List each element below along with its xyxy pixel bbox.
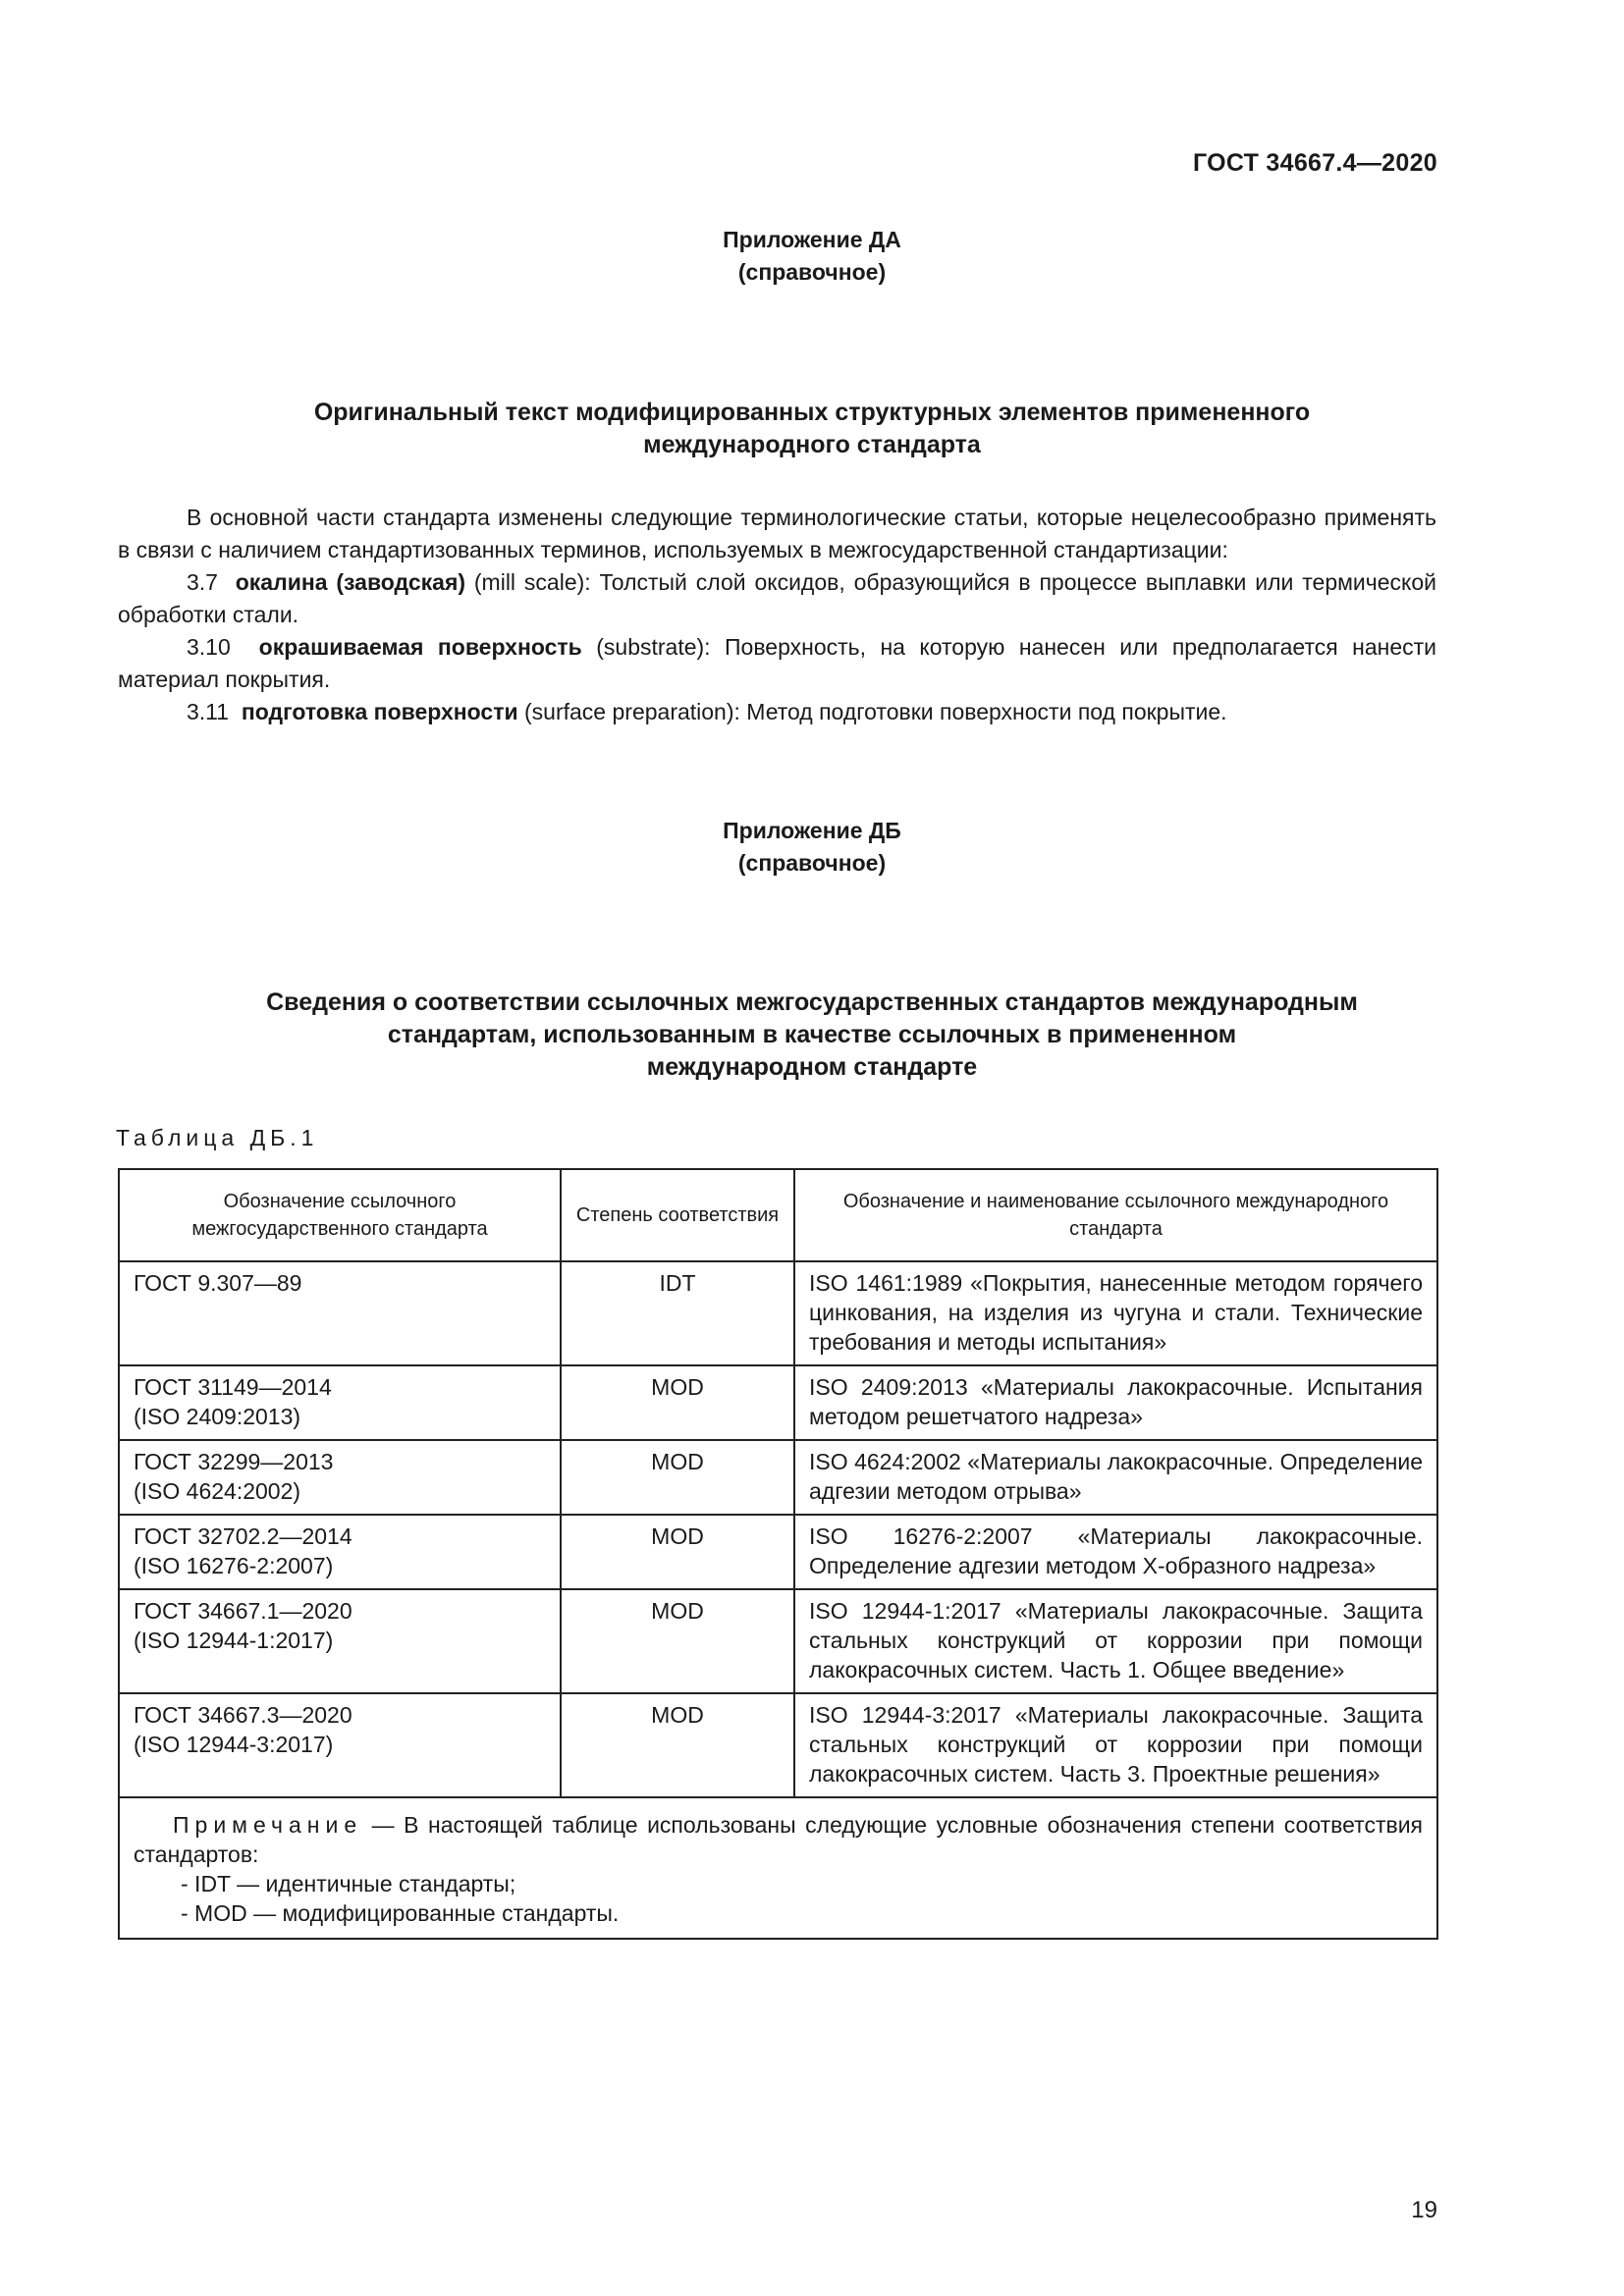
- heading-line: стандартам, использованным в качестве ссылочных в примененном: [387, 1021, 1237, 1048]
- gost-iso-equivalent: (ISO 12944-1:2017): [134, 1628, 334, 1653]
- cell-gost: [119, 1261, 561, 1365]
- cell-gost: [119, 1589, 561, 1693]
- heading-line: Сведения о соответствии ссылочных межгосударственных стандартов международным: [266, 988, 1358, 1016]
- cell-degree: MOD: [561, 1365, 794, 1440]
- cell-iso: ISO 1461:1989 «Покрытия, нанесенные методом горячего цинкования, на изделия из чугуна и стали. Технические требования и методы испытания»: [794, 1261, 1437, 1365]
- cell-iso: ISO 16276-2:2007 «Материалы лакокрасочные. Определение адгезии методом Х-образного надреза»: [794, 1515, 1437, 1589]
- appendix-da-heading: [187, 397, 1437, 461]
- term-number: 3.10: [187, 634, 231, 660]
- cell-iso: ISO 2409:2013 «Материалы лакокрасочные. Испытания методом решетчатого надреза»: [794, 1365, 1437, 1440]
- table-row: [119, 1693, 1437, 1797]
- gost-iso-equivalent: (ISO 16276-2:2007): [134, 1553, 334, 1578]
- gost-designation: ГОСТ 32702.2—2014: [134, 1523, 352, 1549]
- term-number: 3.11: [187, 699, 230, 724]
- term-item: [118, 631, 1436, 696]
- term-item: [118, 696, 1436, 728]
- cell-gost: [119, 1515, 561, 1589]
- term-definition: (mill scale): Толстый слой оксидов, образующийся в процессе выплавки или термической обработки стали.: [118, 569, 1437, 627]
- cell-degree: MOD: [561, 1693, 794, 1797]
- table-row: [119, 1261, 1437, 1365]
- note-paragraph: [134, 1810, 1423, 1869]
- table-header-row: [119, 1169, 1437, 1261]
- appendix-db-title: Приложение ДБ: [723, 818, 901, 843]
- intro-paragraph: В основной части стандарта изменены следующие терминологические статьи, которые нецелесообразно применять в связи с наличием стандартизованных терминов, используемых в межгосударственной стандартизации:: [118, 505, 1436, 562]
- cell-iso: ISO 12944-1:2017 «Материалы лакокрасочные. Защита стальных конструкций от коррозии при помощи лакокрасочных систем. Часть 1. Общее введение»: [794, 1589, 1437, 1693]
- cell-gost: [119, 1365, 561, 1440]
- cell-degree: MOD: [561, 1515, 794, 1589]
- term-item: [118, 566, 1436, 631]
- note-item: - IDT — идентичные стандарты;: [181, 1871, 516, 1896]
- page-number: 19: [1411, 2197, 1437, 2223]
- appendix-da-label: [0, 224, 1624, 289]
- gost-designation: ГОСТ 34667.3—2020: [134, 1702, 352, 1728]
- gost-iso-equivalent: (ISO 4624:2002): [134, 1478, 301, 1504]
- document-code: ГОСТ 34667.4—2020: [1192, 149, 1437, 177]
- term-name: подготовка поверхности: [241, 699, 518, 724]
- column-header-gost: Обозначение ссылочного межгосударственного стандарта: [119, 1169, 561, 1261]
- cell-gost: [119, 1693, 561, 1797]
- appendix-da-body: [118, 502, 1436, 728]
- cell-iso: ISO 12944-3:2017 «Материалы лакокрасочные. Защита стальных конструкций от коррозии при помощи лакокрасочных систем. Часть 3. Проектные решения»: [794, 1693, 1437, 1797]
- table-row: [119, 1440, 1437, 1515]
- heading-line: международном стандарте: [646, 1053, 978, 1081]
- term-name: окрашиваемая поверхность: [258, 634, 582, 660]
- cell-iso: ISO 4624:2002 «Материалы лакокрасочные. Определение адгезии методом отрыва»: [794, 1440, 1437, 1515]
- table-note-row: [119, 1797, 1437, 1939]
- term-definition: (substrate): Поверхность, на которую нанесен или предполагается нанести материал покрытия.: [118, 634, 1436, 692]
- cell-degree: MOD: [561, 1440, 794, 1515]
- gost-designation: ГОСТ 31149—2014: [134, 1374, 332, 1400]
- table-row: [119, 1365, 1437, 1440]
- note-item: - MOD — модифицированные стандарты.: [181, 1900, 620, 1926]
- note-label: Примечание: [173, 1812, 363, 1838]
- table-row: [119, 1515, 1437, 1589]
- column-header-degree: Степень соответствия: [561, 1169, 794, 1261]
- term-name: окалина (заводская): [235, 569, 466, 595]
- note-text: — В настоящей таблице использованы следующие условные обозначения степени соответствия стандартов:: [134, 1812, 1423, 1867]
- table-caption: Таблица ДБ.1: [116, 1125, 319, 1150]
- heading-line: Оригинальный текст модифицированных структурных элементов примененного: [313, 399, 1311, 426]
- appendix-da-title: Приложение ДА: [723, 227, 901, 252]
- gost-designation: ГОСТ 34667.1—2020: [134, 1598, 352, 1624]
- cell-degree: IDT: [561, 1261, 794, 1365]
- cell-gost: [119, 1440, 561, 1515]
- appendix-db-heading: [187, 987, 1437, 1084]
- gost-designation: ГОСТ 32299—2013: [134, 1449, 334, 1474]
- cell-degree: MOD: [561, 1589, 794, 1693]
- appendix-db-label: [0, 815, 1624, 880]
- column-header-iso: Обозначение и наименование ссылочного международного стандарта: [794, 1169, 1437, 1261]
- heading-line: международного стандарта: [643, 431, 981, 458]
- appendix-db-status: (справочное): [737, 850, 887, 876]
- gost-iso-equivalent: (ISO 2409:2013): [134, 1404, 301, 1429]
- appendix-da-status: (справочное): [737, 259, 887, 285]
- term-definition: (surface preparation): Метод подготовки поверхности под покрытие.: [517, 699, 1227, 724]
- term-number: 3.7: [187, 569, 218, 595]
- table-row: [119, 1589, 1437, 1693]
- gost-designation: ГОСТ 9.307—89: [134, 1270, 302, 1296]
- reference-standards-table: [118, 1168, 1438, 1940]
- table-note: [119, 1797, 1437, 1939]
- gost-iso-equivalent: (ISO 12944-3:2017): [134, 1732, 334, 1757]
